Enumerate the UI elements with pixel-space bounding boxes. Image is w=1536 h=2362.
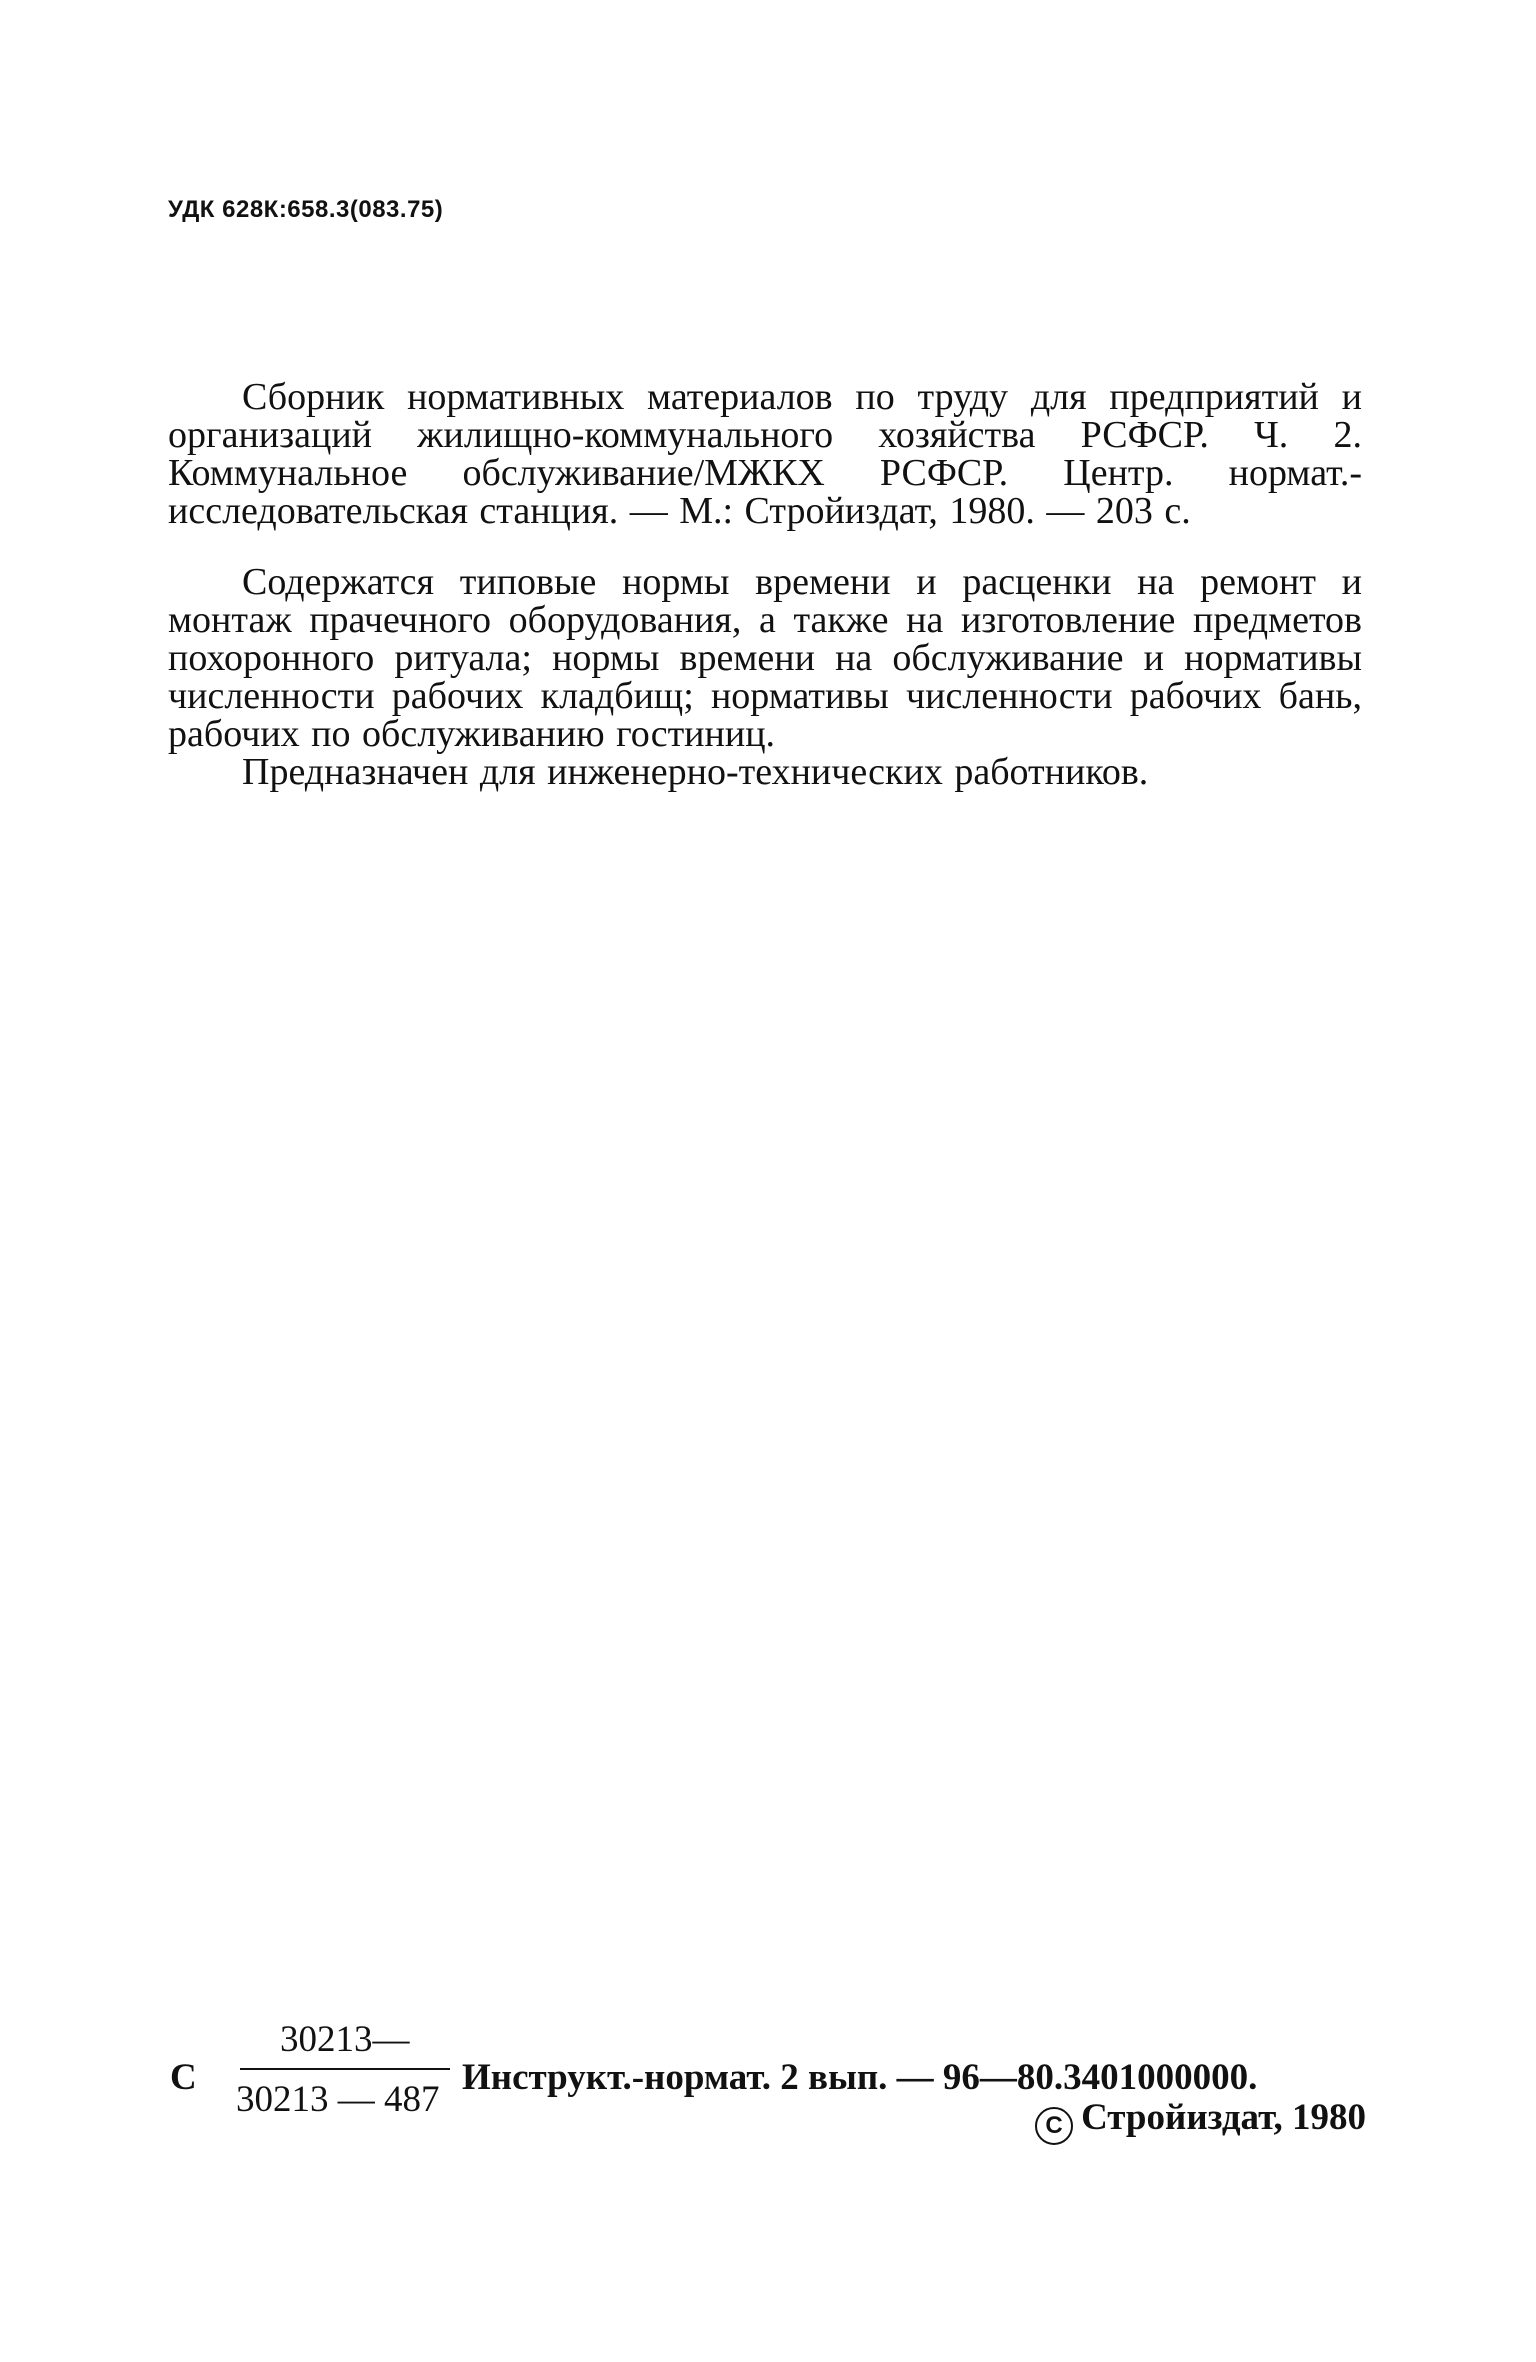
imprint-letter: С — [170, 2057, 197, 2098]
copyright-line — [1035, 2096, 1366, 2145]
copyright-icon: С — [1035, 2107, 1073, 2145]
fraction-line — [240, 2068, 450, 2070]
udk-code: УДК 628К:658.3(083.75) — [168, 196, 444, 223]
abstract-block — [168, 378, 1362, 791]
fraction-denominator: 30213 — 487 — [236, 2079, 440, 2120]
audience-paragraph: Предназначен для инженерно-технических работников. — [242, 751, 1149, 793]
instruction-line: Инструкт.-нормат. 2 вып. — 96—80.3401000000. — [462, 2057, 1258, 2098]
summary-paragraph: Содержатся типовые нормы времени и расценки на ремонт и монтаж прачечного оборудования, а также на изготовление предметов похоронного ритуала; нормы времени на обслуживание и нормативы численности рабочих кладбищ; нормативы численности рабочих бань, рабочих по обслуживанию гостиниц. — [168, 561, 1362, 755]
copyright-text: Стройиздат, 1980 — [1081, 2097, 1366, 2138]
fraction-numerator: 30213— — [280, 2019, 410, 2060]
bibliographic-description: Сборник нормативных материалов по труду для предприятий и организаций жилищно-коммунального хозяйства РСФСР. Ч. 2. Коммунальное обслуживание/МЖКХ РСФСР. Центр. нормат.-исследовательская станция. — М.: Стройиздат, 1980. — 203 с. — [168, 376, 1362, 532]
